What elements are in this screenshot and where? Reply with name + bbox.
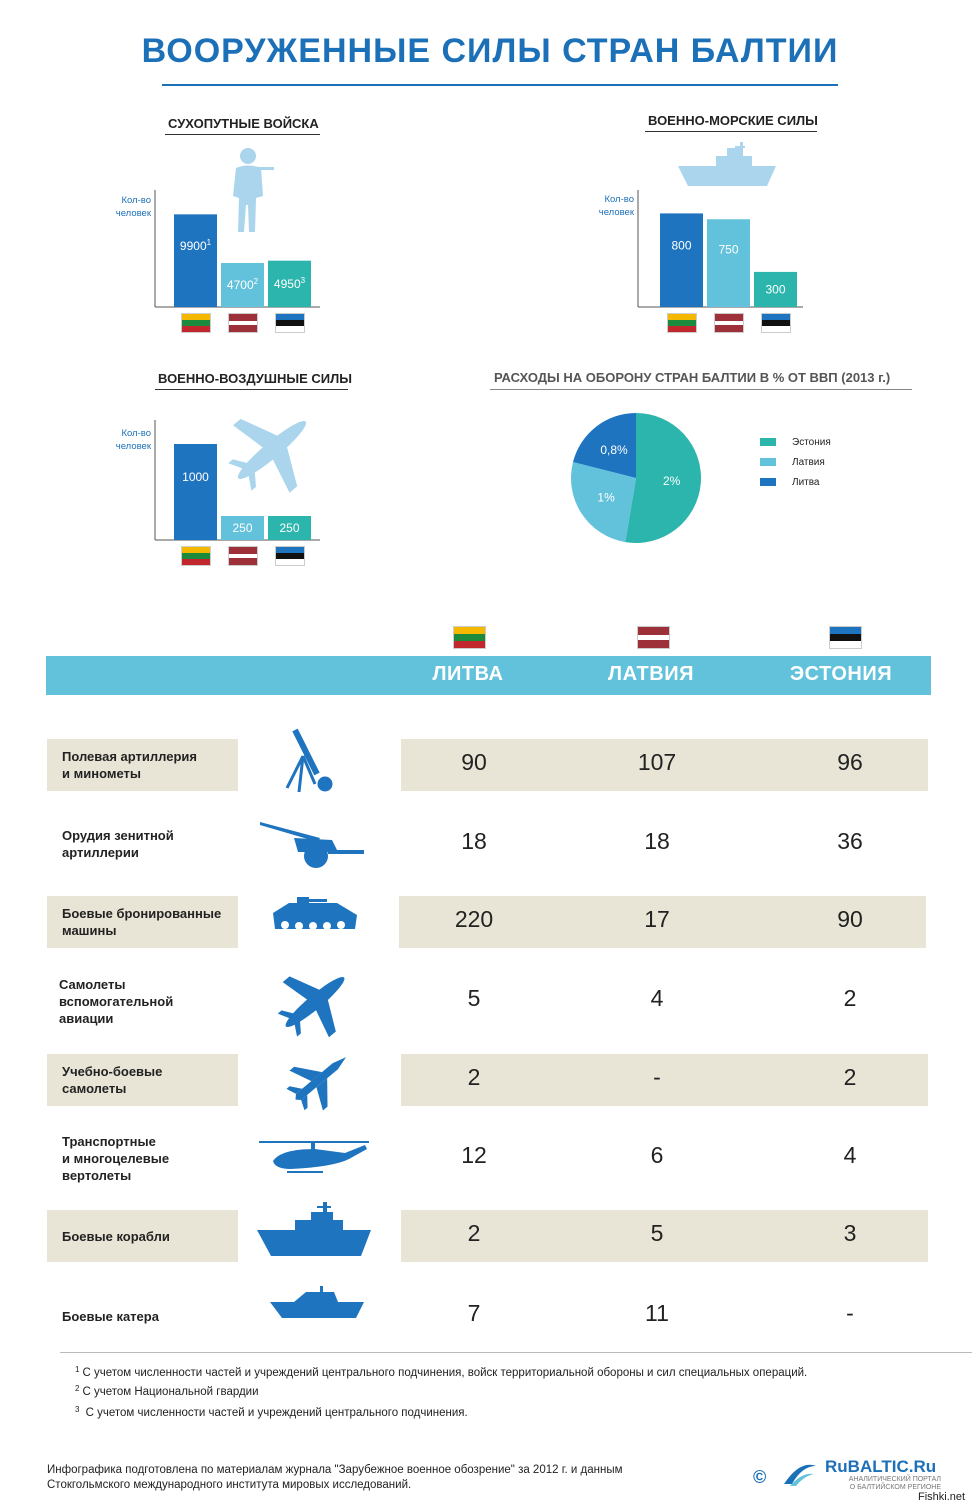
cell-latvia: 11 (645, 1300, 669, 1326)
row-label-text (62, 1228, 170, 1245)
flag-estonia (761, 313, 791, 333)
ship-icon (678, 142, 776, 186)
row-label-line: авиации (59, 1010, 114, 1026)
flag-stripe (830, 641, 861, 648)
row-label (47, 818, 238, 870)
aa-gun-icon (258, 816, 368, 881)
land-bar-0 (174, 214, 217, 307)
cell-lithuania: 12 (461, 1142, 487, 1168)
brand-tagline: АНАЛИТИЧЕСКИЙ ПОРТАЛ О БАЛТИЙСКОМ РЕГИОНЕ (848, 1476, 941, 1491)
page-title: ВООРУЖЕННЫЕ СИЛЫ СТРАН БАЛТИИ (141, 32, 839, 70)
row-label-line: Полевая артиллерия (62, 749, 197, 764)
cell-latvia: 17 (644, 906, 670, 932)
footnote-3: $^3$ С учетом численности частей и учреждений центрального подчинения. (75, 1405, 468, 1419)
land-axis-label: Кол-во человек (115, 195, 151, 219)
row-label (47, 1132, 238, 1184)
legend-label: Литва (792, 476, 820, 488)
rubaltic-logo-icon (780, 1458, 820, 1490)
legend-swatch (760, 458, 776, 466)
pie-label-0: 2% (662, 473, 681, 488)
col-header-estonia: ЭСТОНИЯ (789, 663, 893, 685)
brand-name[interactable]: RuBALTIC.Ru (825, 1457, 937, 1476)
pie-label-1: 1% (597, 490, 615, 505)
cell-latvia: 5 (650, 1220, 664, 1246)
warship-icon (255, 1200, 375, 1275)
navy-bar-0 (660, 213, 703, 307)
cell-estonia: - (846, 1300, 854, 1326)
flag-lithuania (453, 626, 486, 649)
legend-label: Латвия (792, 456, 825, 468)
flag-stripe (182, 559, 210, 565)
air-axis-label: Кол-во человек (115, 428, 151, 452)
flag-estonia (275, 546, 305, 566)
flag-stripe (454, 627, 485, 634)
flag-latvia (637, 626, 670, 649)
cell-latvia: 107 (637, 749, 677, 775)
flag-latvia (228, 546, 258, 566)
legend-label: Эстония (792, 436, 831, 448)
footnote-divider (60, 1352, 972, 1353)
flag-stripe (454, 641, 485, 648)
flag-latvia (228, 313, 258, 333)
cell-lithuania: 7 (467, 1300, 481, 1326)
legend-item-lithuania (760, 472, 831, 492)
flag-stripe (715, 314, 743, 321)
cell-latvia: 6 (650, 1142, 664, 1168)
cell-lithuania: 220 (454, 906, 494, 932)
row-label-line: Транспортные (62, 1133, 156, 1149)
flag-lithuania (667, 313, 697, 333)
navy-bar-label-1: 750 (718, 242, 739, 257)
legend-item-latvia (760, 452, 831, 472)
row-label-text (62, 905, 221, 939)
land-forces-title: СУХОПУТНЫЕ ВОЙСКА (168, 116, 319, 131)
row-label-line: и минометы (62, 766, 141, 781)
navy-bar-label-2: 300 (765, 282, 786, 297)
row-label (47, 739, 238, 791)
cell-lithuania: 5 (467, 985, 481, 1011)
row-label-line: артиллерии (62, 845, 139, 860)
row-label-line: Боевые катера (62, 1308, 159, 1324)
flag-stripe (454, 634, 485, 641)
pie-label-2: 0,8% (600, 442, 628, 457)
cell-latvia: 4 (650, 985, 664, 1011)
flag-stripe (229, 547, 257, 554)
airplane-icon (210, 388, 334, 512)
row-label-text (62, 748, 197, 782)
row-label-text (62, 1308, 159, 1325)
cell-estonia: 2 (843, 985, 857, 1011)
flag-stripe (638, 627, 669, 635)
cell-lithuania: 90 (461, 749, 487, 775)
row-label-line: Боевые корабли (62, 1228, 170, 1244)
footnote-2: $^2$ С учетом Национальной гвардии (75, 1384, 259, 1398)
row-label-line: Боевые бронированные (62, 906, 222, 921)
watermark: Fishki.net (918, 1491, 966, 1503)
flag-stripe (182, 326, 210, 332)
flag-stripe (830, 627, 861, 634)
land-bar-label-1: 4700$^2$ (226, 277, 259, 293)
flag-stripe (715, 325, 743, 332)
col-header-lithuania: ЛИТВА (432, 663, 504, 685)
cell-estonia: 2 (843, 1064, 857, 1090)
cell-lithuania: 2 (467, 1064, 481, 1090)
row-label-line: самолеты (62, 1081, 127, 1096)
navy-bar-1 (707, 219, 750, 307)
flag-stripe (229, 325, 257, 332)
flag-stripe (762, 326, 790, 332)
row-label-line: машины (62, 923, 117, 938)
mortar-icon (273, 728, 353, 803)
row-label-text (59, 976, 238, 1027)
legend-swatch (760, 478, 776, 486)
land-bar-label-0: 9900$^1$ (179, 238, 212, 254)
copyright-symbol: © (753, 1467, 767, 1487)
soldier-icon (233, 148, 274, 232)
land-bar-chart (155, 190, 320, 307)
cell-latvia: - (653, 1064, 661, 1090)
cell-estonia: 90 (837, 906, 863, 932)
charts-canvas (0, 0, 980, 600)
cell-lithuania: 2 (467, 1220, 481, 1246)
flag-lithuania (181, 546, 211, 566)
flag-stripe (830, 634, 861, 641)
air-bar-label-1: 250 (232, 521, 253, 535)
flag-stripe (638, 640, 669, 648)
credit-text: Инфографика подготовлена по материалам журнала "Зарубежное военное обозрение" за 2012 г. и данным Стокгольмского международного института мировых исследований. (47, 1464, 623, 1491)
flag-stripe (668, 326, 696, 332)
defense-spending-title: РАСХОДЫ НА ОБОРОНУ СТРАН БАЛТИИ В % ОТ ВВП (2013 г.) (494, 370, 891, 385)
cell-lithuania: 18 (461, 828, 487, 854)
navy-axis-label: Кол-во человек (598, 194, 634, 218)
flag-stripe (229, 314, 257, 321)
flag-latvia (714, 313, 744, 333)
navy-bar-chart (638, 190, 803, 307)
legend-swatch (760, 438, 776, 446)
cell-estonia: 4 (843, 1142, 857, 1168)
navy-title: ВОЕННО-МОРСКИЕ СИЛЫ (648, 113, 818, 128)
flag-stripe (276, 326, 304, 332)
navy-bar-label-0: 800 (671, 238, 692, 253)
row-label (47, 975, 238, 1027)
boat-icon (268, 1284, 368, 1333)
row-label-text (62, 827, 174, 861)
row-label-text (62, 1063, 162, 1097)
row-label-line: Учебно-боевые (62, 1064, 163, 1079)
air-bar-label-2: 250 (279, 521, 300, 535)
jet-icon (285, 1044, 355, 1119)
flag-stripe (229, 558, 257, 565)
transport-plane-icon (275, 962, 355, 1047)
air-bar-label-0: 1000 (182, 469, 209, 484)
cell-latvia: 18 (644, 828, 670, 854)
flag-stripe (276, 559, 304, 565)
armored-vehicle-icon (267, 893, 363, 948)
row-label (47, 1210, 238, 1262)
row-label-line: Орудия зенитной (62, 828, 174, 843)
cell-estonia: 36 (837, 828, 863, 854)
row-label (47, 1054, 238, 1106)
cell-estonia: 3 (843, 1220, 857, 1246)
row-label-line: Самолеты вспомогательной (59, 976, 174, 1009)
air-bar-0 (174, 444, 217, 540)
flag-estonia (275, 313, 305, 333)
air-force-title: ВОЕННО-ВОЗДУШНЫЕ СИЛЫ (158, 371, 352, 386)
pie-legend (760, 432, 831, 492)
flag-lithuania (181, 313, 211, 333)
row-label-text (62, 1133, 238, 1184)
cell-estonia: 96 (837, 749, 863, 775)
land-bar-label-2: 4950$^3$ (273, 275, 306, 291)
legend-item-estonia (760, 432, 831, 452)
row-label-line: и многоцелевые вертолеты (62, 1150, 170, 1183)
helicopter-icon (257, 1137, 373, 1186)
row-label (47, 1290, 238, 1342)
col-header-latvia: ЛАТВИЯ (608, 663, 694, 685)
row-label (47, 896, 238, 948)
footnote-1: $^1$ С учетом численности частей и учреждений центрального подчинения, войск территориальной обороны и сил специальных операций. (75, 1365, 808, 1379)
flag-estonia (829, 626, 862, 649)
